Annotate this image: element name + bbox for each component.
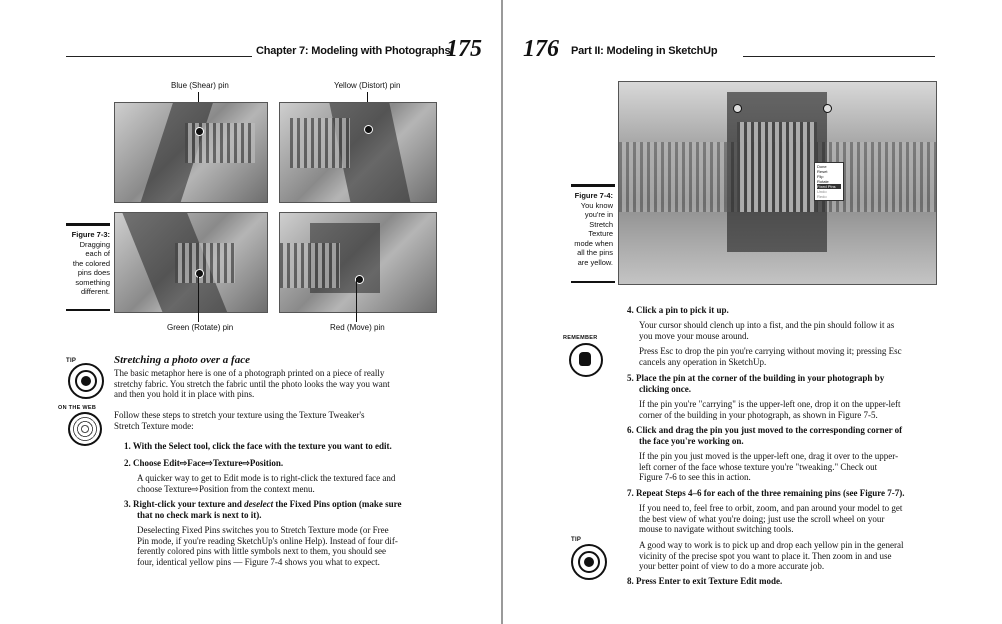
callout-yellow-pin: Yellow (Distort) pin	[334, 81, 401, 90]
context-menu[interactable]	[814, 162, 844, 201]
step-7: 7. Repeat Steps 4–6 for each of the three remaining pins (see Figure 7-7).	[627, 488, 905, 498]
leader-line	[356, 278, 357, 322]
step-3-note: Deselecting Fixed Pins switches you to Stretch Texture mode (or Free Pin mode, if you're reading SketchUp's online Help). Instead of four dif- ferently colored pins with little symbols next to them, you should see four, identical yellow pins — Figure 7-4 shows you what to expect.	[137, 525, 398, 567]
menu-item-selected[interactable]: Fixed Pins	[817, 184, 841, 189]
right-page	[503, 0, 1002, 624]
step-4: 4. Click a pin to pick it up.	[627, 305, 729, 315]
figure-panel-shear	[114, 102, 268, 203]
on-the-web-icon	[68, 412, 102, 446]
remember-label: REMEMBER	[563, 335, 598, 341]
figure-label: Figure 7-4:	[574, 191, 613, 200]
figure-panel-move	[279, 212, 437, 313]
pin-marker	[195, 127, 204, 136]
pin-marker	[195, 269, 204, 278]
menu-item[interactable]: Undo	[817, 189, 827, 194]
steps-intro-paragraph: Follow these steps to stretch your texture using the Texture Tweaker's Stretch Texture mode:	[114, 410, 365, 431]
menu-item[interactable]: Reset	[817, 169, 828, 174]
figure-caption: Figure 7-4: You know you're in Stretch Texture mode when all the pins are yellow.	[561, 191, 613, 267]
menu-item[interactable]: Flip	[817, 174, 824, 179]
figure-panel-rotate	[114, 212, 268, 313]
part-title: Part II: Modeling in SketchUp	[571, 45, 718, 57]
tip-target-icon	[68, 363, 104, 399]
step-7-note: If you need to, feel free to orbit, zoom, and pan around your model to get the best view of what you're doing; just use the scroll wheel on your mouse to navigate without switching tools.	[639, 503, 903, 534]
chapter-title: Chapter 7: Modeling with Photographs	[256, 45, 451, 57]
step-5-note: If the pin you're "carrying" is the upper-left one, drop it on the upper-left corner of the building in your photograph, as shown in Figure 7-5.	[639, 399, 901, 420]
step-5: 5. Place the pin at the corner of the building in your photograph by clicking once.	[627, 373, 885, 394]
menu-item[interactable]: Rotate	[817, 179, 829, 184]
on-the-web-label: ON THE WEB	[58, 405, 97, 411]
page-number: 175	[446, 36, 482, 62]
figure-caption-rule	[571, 281, 615, 283]
callout-red-pin: Red (Move) pin	[330, 323, 385, 332]
step-2-note: A quicker way to get to Edit mode is to right-click the textured face and choose Texture⇨Position from the context menu.	[137, 473, 396, 494]
header-rule	[66, 56, 252, 57]
callout-blue-pin: Blue (Shear) pin	[171, 81, 229, 90]
figure-caption: Figure 7-3: Dragging each of the colored pins does something different.	[58, 230, 110, 297]
section-heading: Stretching a photo over a face	[114, 354, 250, 366]
figure-caption-rule	[66, 309, 110, 311]
tip-paragraph: A good way to work is to pick up and drop each yellow pin in the general vicinity of the precise spot you want to place it. Then zoom in and use your better point of view to do a more accurate job.	[639, 540, 904, 571]
header-rule	[743, 56, 935, 57]
tip-label: TIP	[66, 358, 77, 364]
step-4-esc-note: Press Esc to drop the pin you're carrying without moving it; pressing Esc cancels any operation in SketchUp.	[639, 346, 902, 367]
menu-item[interactable]: Redo	[817, 194, 827, 199]
step-4-note: Your cursor should clench up into a fist, and the pin should follow it as you move your mouse around.	[639, 320, 895, 341]
step-6-note: If the pin you just moved is the upper-left one, drag it over to the upper- left corner of the face whose texture you're "tweaking." Check out Figure 7-6 to see this in action.	[639, 451, 899, 482]
leader-line	[198, 275, 199, 322]
pin-marker	[733, 104, 742, 113]
step-1: 1. With the Select tool, click the face with the texture you want to edit.	[124, 441, 392, 451]
pin-marker	[364, 125, 373, 134]
callout-green-pin: Green (Rotate) pin	[167, 323, 234, 332]
intro-paragraph: The basic metaphor here is one of a photograph printed on a piece of really stretchy fabric. You stretch the fabric until the photo looks the way you want and then you hold it in place with pins.	[114, 368, 390, 399]
figure-label: Figure 7-3:	[71, 230, 110, 239]
page-number: 176	[523, 36, 559, 62]
menu-item[interactable]: Done	[817, 164, 827, 169]
tip-target-icon	[571, 544, 607, 580]
step-3: 3. Right-click your texture and deselect the Fixed Pins option (make sure that no check mark is next to it).	[124, 499, 402, 520]
pin-marker	[823, 104, 832, 113]
step-8: 8. Press Enter to exit Texture Edit mode.	[627, 576, 783, 586]
figure-caption-bar	[66, 223, 110, 226]
figure-stretch-texture	[618, 81, 937, 285]
figure-caption-bar	[571, 184, 615, 187]
figure-panel-distort	[279, 102, 437, 203]
step-6: 6. Click and drag the pin you just moved to the corresponding corner of the face you're working on.	[627, 425, 903, 446]
tip-label: TIP	[571, 537, 582, 543]
remember-hand-icon	[569, 343, 603, 377]
step-2: 2. Choose Edit⇨Face⇨Texture⇨Position.	[124, 458, 284, 468]
